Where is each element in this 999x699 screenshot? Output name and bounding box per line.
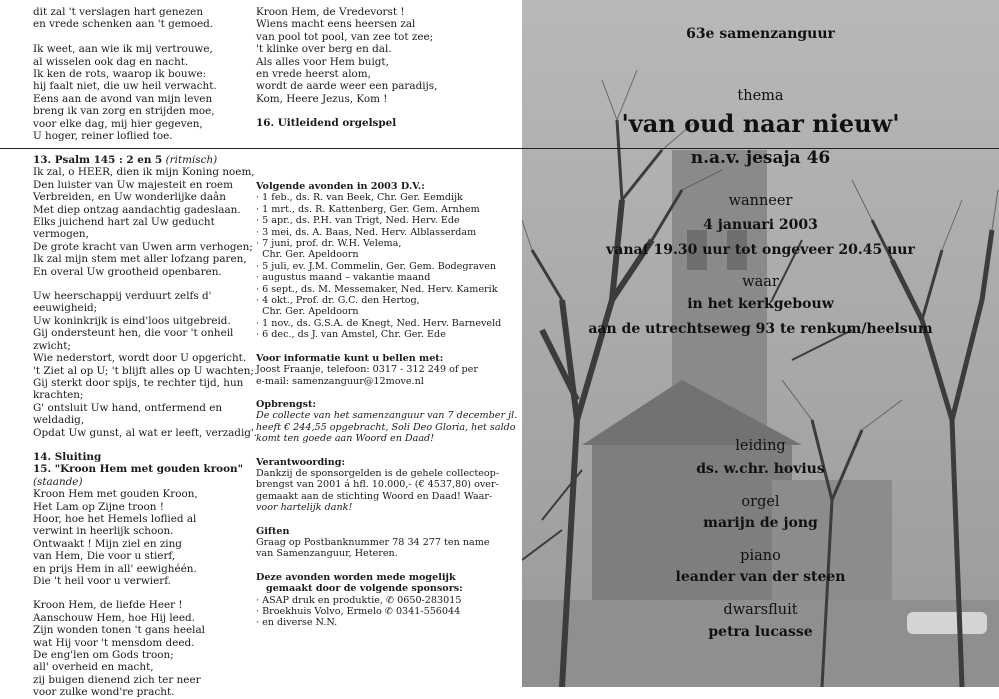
hymn-line: 't klinke over berg en dal.: [256, 43, 392, 56]
hymn-line: Kroon Hem, de Vredevorst !: [256, 6, 405, 18]
sluiting-heading: 14. Sluiting: [33, 450, 102, 463]
hymn-line: en vrede heerst alom,: [256, 68, 371, 81]
cover-piano-label: piano: [740, 548, 781, 564]
hymn-line: en prijs Hem in all' eewighéén.: [33, 562, 197, 575]
psalm-line: De grote kracht van Uwen arm verhogen;: [33, 240, 253, 253]
psalm-note: (ritmisch): [165, 154, 218, 166]
hymn-line: wordt de aarde weer een paradijs,: [256, 80, 438, 93]
text-line: Ik weet, aan wie ik mij vertrouwe,: [33, 43, 213, 56]
schedule-item: · 5 apr., ds. P.H. van Trigt, Ned. Herv. Ede: [256, 215, 460, 227]
schedule-item: · 4 okt., Prof. dr. G.C. den Hertog,: [256, 295, 420, 307]
hymn-final-stanza: [256, 6, 486, 130]
cover-edition: 63e samenzanguur: [686, 26, 835, 42]
hymn-line: all' overheid en macht,: [33, 661, 154, 674]
hymn-line: voor zulke wond're pracht.: [33, 686, 175, 699]
psalm-line: Opdat Uw gunst, al wat er leeft, verzadig'.: [33, 426, 258, 439]
hymn-line: van pool tot pool, van zee tot zee;: [256, 30, 434, 43]
hymn-line: Die 't heil voor u verwierf.: [33, 575, 171, 587]
cover-wanneer-label: wanneer: [728, 193, 793, 209]
cover-dwarsfluit-label: dwarsfluit: [723, 602, 798, 618]
schedule-item: · augustus maand – vakantie maand: [256, 272, 431, 284]
schedule-item: · 6 sept., ds. M. Messemaker, Ned. Herv. Kamerik: [256, 283, 498, 295]
cover-leiding-label: leiding: [735, 438, 786, 454]
verantwoording-line: brengst van 2001 á hfl. 10.000,- (€ 4537,80) over-: [256, 479, 499, 491]
psalm-line: Met diep ontzag aandachtig gadeslaan.: [33, 203, 241, 216]
hymn-line: Ontwaakt ! Mijn ziel en zing: [33, 537, 182, 550]
kroon-note: (staande): [33, 475, 83, 488]
psalm-line: Uw heerschappij verduurt zelfs d' eeuwigheid;: [33, 290, 212, 315]
opbrengst-line: heeft € 244,55 opgebracht, Soli Deo Gloria, het saldo: [256, 421, 516, 433]
giften-line: van Samenzanguur, Heteren.: [256, 548, 398, 560]
psalm-line: Ik zal mijn stem met aller lofzang paren,: [33, 253, 247, 266]
cover-venue-1: in het kerkgebouw: [687, 296, 834, 312]
psalm-line: Gij sterkt door spijs, te rechter tijd, hun krachten;: [33, 376, 244, 402]
text-line: Ik ken de rots, waarop ik bouwe:: [33, 68, 207, 81]
hymn-line: Hoor, hoe het Hemels loflied al: [33, 512, 197, 525]
text-line: [33, 31, 253, 43]
psalm-line: En overal Uw grootheid openbaren.: [33, 265, 222, 278]
cover-thema-label: thema: [737, 88, 784, 104]
text-line: dit zal 't verslagen hart genezen: [33, 6, 204, 18]
cover-orgel-label: orgel: [741, 494, 780, 510]
hymn-line: zij buigen dienend zich ter neer: [33, 673, 201, 686]
sponsors-heading-2: gemaakt door de volgende sponsors:: [266, 583, 463, 595]
schedule-item: Chr. Ger. Apeldoorn: [262, 249, 359, 261]
sponsor-item: · ASAP druk en produktie, ✆ 0650-283015: [256, 594, 462, 606]
opbrengst-heading: Opbrengst:: [256, 398, 316, 410]
cover-date: 4 januari 2003: [703, 217, 818, 233]
text-line: hij faalt niet, die uw heil verwacht.: [33, 80, 217, 93]
psalm-line: Den luister van Uw majesteit en roem: [33, 178, 233, 191]
psalm-line: Gij ondersteunt hen, die voor 't onheil zwicht;: [33, 327, 234, 352]
schedule-item: · 1 nov., ds. G.S.A. de Knegt, Ned. Herv. Barneveld: [256, 317, 502, 329]
hymn-line: Aanschouw Hem, hoe Hij leed.: [33, 611, 195, 624]
sponsor-item: · Broekhuis Volvo, Ermelo ✆ 0341-556044: [256, 606, 461, 617]
hymn-line: Het Lam op Zijne troon !: [33, 500, 164, 513]
hymn-line: van Hem, Die voor u stierf,: [33, 550, 176, 563]
kroon-heading: 15. "Kroon Hem met gouden kroon": [33, 463, 244, 476]
psalm-line: Ik zal, o HEER, dien ik mijn Koning noem,: [33, 166, 255, 179]
cover-piano: leander van der steen: [675, 569, 846, 585]
text-line: voor elke dag, mij hier gegeven,: [33, 117, 203, 130]
informatie-line: Joost Fraanje, telefoon: 0317 - 312 249 of per: [256, 364, 478, 376]
text-line: en vrede schenken aan 't gemoed.: [33, 18, 214, 31]
schedule-item: · 1 mrt., ds. R. Kattenberg, Ger. Gem. Arnhem: [256, 203, 480, 215]
hymn-line: Als alles voor Hem buigt,: [256, 55, 389, 68]
cover-venue-2: aan de utrechtseweg 93 te renkum/heelsum: [588, 321, 933, 337]
hymn-line: Kroon Hem met gouden Kroon,: [33, 488, 198, 501]
schedule-item: · 6 dec., ds J. van Amstel, Chr. Ger. Ede: [256, 329, 446, 341]
hymn-line: Kroon Hem, de liefde Heer !: [33, 599, 183, 612]
opbrengst-line: De collecte van het samenzanguur van 7 december jl.: [256, 410, 518, 422]
text-line: Eens aan de avond van mijn leven: [33, 92, 213, 105]
fold-rule: [0, 148, 999, 149]
sponsor-item: · en diverse N.N.: [256, 617, 338, 629]
text-line: al wisselen ook dag en nacht.: [33, 55, 189, 68]
psalm-line: Elks juichend hart zal Uw geducht vermogen,: [33, 216, 215, 241]
psalm-line: Uw koninkrijk is eind'loos uitgebreid.: [33, 314, 231, 327]
psalm-section: [33, 154, 263, 699]
text-line: breng ik van zorg en strijden moe,: [33, 105, 215, 118]
sponsors-heading: Deze avonden worden mede mogelijk: [256, 571, 456, 583]
verantwoording-line: Dankzij de sponsorgelden is de gehele collecteop-: [256, 467, 500, 479]
hymn-line: Kom, Heere Jezus, Kom !: [256, 92, 388, 105]
verantwoording-line: voor hartelijk dank!: [256, 502, 353, 514]
hymn-line: Wiens macht eens heersen zal: [256, 18, 416, 31]
psalm-line: Verbreiden, en Uw wonderlijke daân: [33, 191, 226, 204]
giften-heading: Giften: [256, 525, 290, 537]
schedule-item: · 1 feb., ds. R. van Beek, Chr. Ger. Eemdijk: [256, 192, 463, 204]
cover-subtitle: n.a.v. jesaja 46: [690, 148, 831, 168]
schedule-item: · 5 juli, ev. J.M. Commelin, Ger. Gem. Bodegraven: [256, 260, 497, 272]
cover-dwarsfluit: petra lucasse: [708, 624, 813, 640]
psalm-line: 't Ziet al op U; 't blijft alles op U wachten;: [33, 364, 254, 377]
hymn-line: wat Hij voor 't mensdom deed.: [33, 636, 195, 649]
psalm-line: Wie nederstort, wordt door U opgericht.: [33, 352, 247, 365]
volgende-heading: Volgende avonden in 2003 D.V.:: [256, 181, 425, 192]
cover-title: 'van oud naar nieuw': [621, 109, 900, 138]
psalm-line: G' ontsluit Uw hand, ontfermend en weldadig,: [33, 401, 223, 427]
informatie-email[interactable]: e-mail: samenzanguur@12move.nl: [256, 375, 424, 387]
verantwoording-line: gemaakt aan de stichting Woord en Daad! Waar-: [256, 490, 493, 502]
cover-leiding: ds. w.chr. hovius: [696, 461, 825, 477]
informatie-heading: Voor informatie kunt u bellen met:: [256, 352, 444, 364]
cover-time: vanaf 19.30 uur tot ongeveer 20.45 uur: [606, 242, 915, 258]
opbrengst-line: komt ten goede aan Woord en Daad!: [256, 433, 435, 445]
orgelspel-heading: 16. Uitleidend orgelspel: [256, 117, 397, 130]
hymn-line: verwint in heerlijk schoon.: [33, 525, 174, 538]
cover-orgel: marijn de jong: [703, 515, 818, 531]
psalm-heading: 13. Psalm 145 : 2 en 5: [33, 154, 163, 166]
text-line: U hoger, reiner loflied toe.: [33, 130, 173, 143]
schedule-item: · 3 mei, ds. A. Baas, Ned. Herv. Alblasserdam: [256, 226, 477, 238]
schedule-item: Chr. Ger. Apeldoorn: [262, 306, 359, 318]
hymn-continuation: [33, 6, 253, 142]
hymn-line: De eng'len om Gods troon;: [33, 649, 174, 662]
info-section: [256, 181, 518, 629]
cover-waar-label: waar: [742, 274, 779, 290]
giften-line: Graag op Postbanknummer 78 34 277 ten name: [256, 536, 490, 548]
verantwoording-heading: Verantwoording:: [256, 456, 346, 468]
hymn-line: Zijn wonden tonen 't gans heelal: [33, 624, 206, 637]
schedule-item: · 7 juni, prof. dr. W.H. Velema,: [256, 238, 402, 250]
